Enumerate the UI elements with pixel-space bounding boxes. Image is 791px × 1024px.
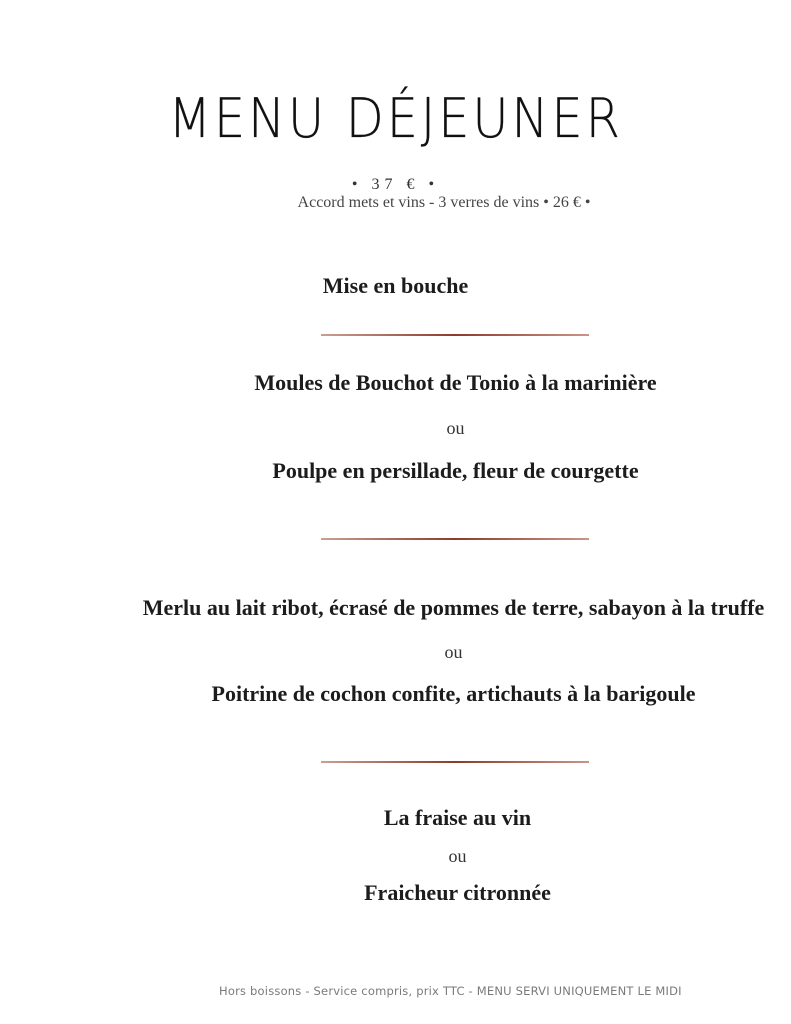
- section-divider: [321, 334, 589, 336]
- main-option-2: Poitrine de cochon confite, artichauts à la barigoule: [211, 681, 696, 706]
- section-divider: [321, 538, 589, 540]
- section-divider: [321, 761, 589, 763]
- amuse-bouche-item: Mise en bouche: [322, 273, 469, 298]
- footer-note: Hors boissons - Service compris, prix TTC - MENU SERVI UNIQUEMENT LE MIDI: [219, 984, 682, 998]
- starter-option-2: Poulpe en persillade, fleur de courgette: [272, 458, 639, 483]
- wine-pairing-price: Accord mets et vins - 3 verres de vins • 26 € •: [297, 194, 591, 211]
- dessert-option-2: Fraicheur citronnée: [364, 880, 551, 905]
- page-title: MENU DÉJEUNER: [168, 87, 623, 150]
- main-or-separator: ou: [444, 642, 463, 662]
- dessert-or-separator: ou: [448, 846, 467, 866]
- starter-option-1: Moules de Bouchot de Tonio à la marinière: [254, 370, 657, 395]
- main-option-1: Merlu au lait ribot, écrasé de pommes de terre, sabayon à la truffe: [142, 595, 765, 620]
- menu-price: • 37 € •: [351, 176, 440, 193]
- starter-or-separator: ou: [446, 418, 465, 438]
- dessert-option-1: La fraise au vin: [383, 805, 532, 830]
